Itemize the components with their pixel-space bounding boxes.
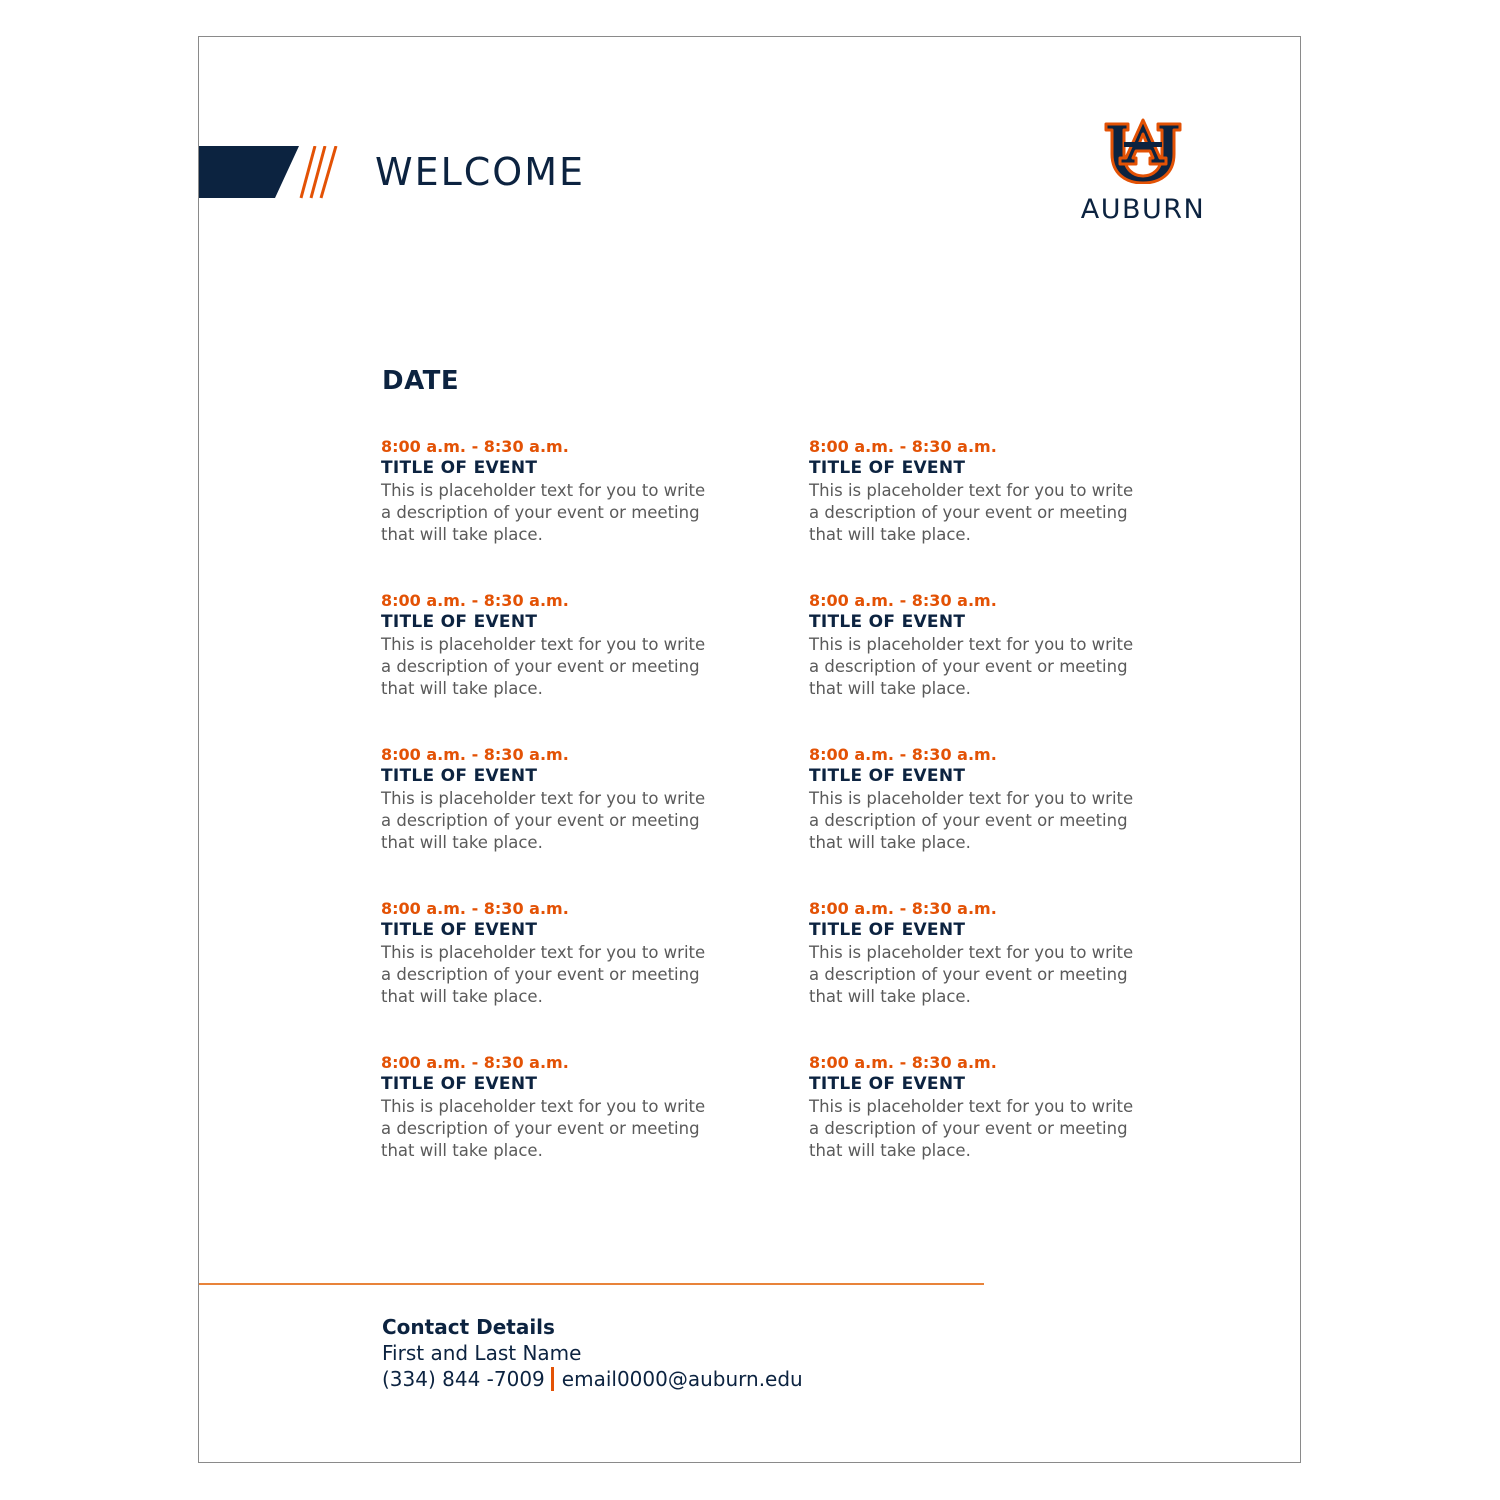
auburn-logo — [1060, 118, 1226, 225]
event-item — [381, 436, 711, 546]
event-description: This is placeholder text for you to write a description of your event or meeting that will take place. — [381, 481, 706, 544]
event-time: 8:00 a.m. - 8:30 a.m. — [381, 437, 569, 456]
event-item — [809, 590, 1139, 700]
event-description: This is placeholder text for you to write a description of your event or meeting that will take place. — [809, 1097, 1134, 1160]
contact-email[interactable]: email0000@auburn.edu — [561, 1367, 803, 1391]
event-time: 8:00 a.m. - 8:30 a.m. — [809, 591, 997, 610]
event-item — [381, 590, 711, 700]
event-item — [809, 1052, 1139, 1162]
event-title: TITLE OF EVENT — [381, 766, 538, 786]
event-title: TITLE OF EVENT — [381, 612, 538, 632]
contact-name: First and Last Name — [382, 1341, 582, 1365]
event-time: 8:00 a.m. - 8:30 a.m. — [381, 591, 569, 610]
event-title: TITLE OF EVENT — [809, 1074, 966, 1094]
event-title: TITLE OF EVENT — [381, 920, 538, 940]
header-stripe-graphic — [199, 146, 339, 200]
event-title: TITLE OF EVENT — [809, 458, 966, 478]
contact-details — [382, 1314, 803, 1393]
event-item — [381, 898, 711, 1008]
page-title: WELCOME — [375, 150, 585, 194]
event-title: TITLE OF EVENT — [381, 458, 538, 478]
event-description: This is placeholder text for you to write a description of your event or meeting that will take place. — [809, 635, 1134, 698]
event-description: This is placeholder text for you to write a description of your event or meeting that will take place. — [809, 943, 1134, 1006]
event-item — [381, 744, 711, 854]
event-title: TITLE OF EVENT — [381, 1074, 538, 1094]
contact-phone-email-line — [382, 1366, 803, 1393]
event-description: This is placeholder text for you to write a description of your event or meeting that will take place. — [809, 481, 1134, 544]
schedule-date: DATE — [382, 366, 460, 396]
footer-divider — [199, 1283, 984, 1285]
auburn-au-logo-icon — [1104, 118, 1182, 184]
event-title: TITLE OF EVENT — [809, 612, 966, 632]
event-description: This is placeholder text for you to write a description of your event or meeting that will take place. — [809, 789, 1134, 852]
contact-phone: (334) 844 -7009 — [382, 1367, 545, 1391]
event-description: This is placeholder text for you to write a description of your event or meeting that will take place. — [381, 789, 706, 852]
event-description: This is placeholder text for you to write a description of your event or meeting that will take place. — [381, 943, 706, 1006]
event-time: 8:00 a.m. - 8:30 a.m. — [809, 745, 997, 764]
event-item — [809, 898, 1139, 1008]
event-item — [381, 1052, 711, 1162]
contact-heading: Contact Details — [382, 1315, 555, 1339]
event-time: 8:00 a.m. - 8:30 a.m. — [809, 899, 997, 918]
event-item — [809, 744, 1139, 854]
event-description: This is placeholder text for you to write a description of your event or meeting that will take place. — [381, 1097, 706, 1160]
event-time: 8:00 a.m. - 8:30 a.m. — [381, 899, 569, 918]
event-time: 8:00 a.m. - 8:30 a.m. — [809, 1053, 997, 1072]
event-time: 8:00 a.m. - 8:30 a.m. — [381, 1053, 569, 1072]
event-title: TITLE OF EVENT — [809, 920, 966, 940]
event-title: TITLE OF EVENT — [809, 766, 966, 786]
event-time: 8:00 a.m. - 8:30 a.m. — [809, 437, 997, 456]
logo-wordmark: AUBURN — [1080, 194, 1206, 225]
event-description: This is placeholder text for you to write a description of your event or meeting that will take place. — [381, 635, 706, 698]
event-time: 8:00 a.m. - 8:30 a.m. — [381, 745, 569, 764]
event-item — [809, 436, 1139, 546]
separator-bar — [551, 1367, 554, 1391]
